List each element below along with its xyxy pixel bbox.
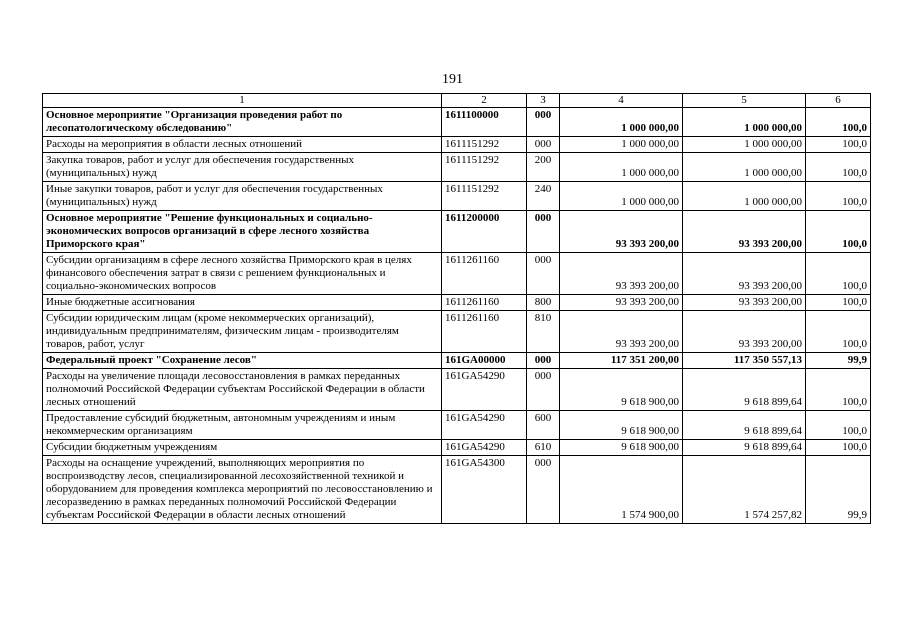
row-code: 161GA54300: [442, 456, 527, 524]
row-expense-type: 610: [527, 440, 560, 456]
row-name: Закупка товаров, работ и услуг для обеспечения государственных (муниципальных) нужд: [43, 153, 442, 182]
table-row: [43, 369, 871, 411]
row-name: Иные закупки товаров, работ и услуг для обеспечения государственных (муниципальных) нужд: [43, 182, 442, 211]
column-header: 6: [806, 94, 871, 108]
row-expense-type: 800: [527, 295, 560, 311]
row-percent: 100,0: [806, 211, 871, 253]
column-header-row: [43, 94, 871, 108]
row-expense-type: 000: [527, 108, 560, 137]
table-row: [43, 108, 871, 137]
row-actual-amount: 1 000 000,00: [683, 137, 806, 153]
table-row: [43, 456, 871, 524]
row-planned-amount: 1 000 000,00: [560, 108, 683, 137]
row-actual-amount: 93 393 200,00: [683, 211, 806, 253]
row-percent: 100,0: [806, 369, 871, 411]
table-row: [43, 311, 871, 353]
column-header: 4: [560, 94, 683, 108]
row-code: 1611151292: [442, 137, 527, 153]
row-actual-amount: 9 618 899,64: [683, 369, 806, 411]
row-name: Субсидии организациям в сфере лесного хозяйства Приморского края в целях финансового обеспечения затрат в связи с решением функциональных и социально-экономических вопросов: [43, 253, 442, 295]
row-actual-amount: 1 000 000,00: [683, 108, 806, 137]
row-code: 161GA54290: [442, 411, 527, 440]
row-name: Субсидии бюджетным учреждениям: [43, 440, 442, 456]
row-actual-amount: 117 350 557,13: [683, 353, 806, 369]
row-planned-amount: 1 574 900,00: [560, 456, 683, 524]
row-expense-type: 000: [527, 369, 560, 411]
row-actual-amount: 93 393 200,00: [683, 311, 806, 353]
row-code: 161GA00000: [442, 353, 527, 369]
row-planned-amount: 9 618 900,00: [560, 369, 683, 411]
row-code: 1611100000: [442, 108, 527, 137]
row-planned-amount: 117 351 200,00: [560, 353, 683, 369]
row-code: 1611261160: [442, 295, 527, 311]
row-expense-type: 000: [527, 211, 560, 253]
row-planned-amount: 1 000 000,00: [560, 137, 683, 153]
budget-table: [42, 93, 871, 524]
row-percent: 99,9: [806, 353, 871, 369]
table-row: [43, 353, 871, 369]
row-percent: 100,0: [806, 311, 871, 353]
row-actual-amount: 1 574 257,82: [683, 456, 806, 524]
row-name: Основное мероприятие "Решение функциональных и социально-экономических вопросов организаций в сфере лесного хозяйства Приморского края": [43, 211, 442, 253]
column-header: 1: [43, 94, 442, 108]
row-planned-amount: 9 618 900,00: [560, 411, 683, 440]
row-actual-amount: 9 618 899,64: [683, 411, 806, 440]
row-planned-amount: 93 393 200,00: [560, 295, 683, 311]
row-percent: 100,0: [806, 253, 871, 295]
row-planned-amount: 1 000 000,00: [560, 153, 683, 182]
column-header: 3: [527, 94, 560, 108]
page-number: 191: [442, 72, 463, 87]
row-code: 1611200000: [442, 211, 527, 253]
row-planned-amount: 93 393 200,00: [560, 253, 683, 295]
row-actual-amount: 9 618 899,64: [683, 440, 806, 456]
row-expense-type: 810: [527, 311, 560, 353]
row-percent: 99,9: [806, 456, 871, 524]
row-planned-amount: 93 393 200,00: [560, 211, 683, 253]
row-expense-type: 000: [527, 353, 560, 369]
row-expense-type: 600: [527, 411, 560, 440]
row-percent: 100,0: [806, 182, 871, 211]
row-name: Основное мероприятие "Организация проведения работ по лесопатологическому обследованию": [43, 108, 442, 137]
row-name: Федеральный проект "Сохранение лесов": [43, 353, 442, 369]
row-actual-amount: 1 000 000,00: [683, 182, 806, 211]
row-expense-type: 200: [527, 153, 560, 182]
row-planned-amount: 1 000 000,00: [560, 182, 683, 211]
row-code: 161GA54290: [442, 440, 527, 456]
row-percent: 100,0: [806, 411, 871, 440]
row-actual-amount: 93 393 200,00: [683, 295, 806, 311]
table-row: [43, 295, 871, 311]
table-row: [43, 253, 871, 295]
row-percent: 100,0: [806, 440, 871, 456]
row-percent: 100,0: [806, 137, 871, 153]
row-code: 1611151292: [442, 182, 527, 211]
row-planned-amount: 9 618 900,00: [560, 440, 683, 456]
row-code: 1611151292: [442, 153, 527, 182]
table-row: [43, 411, 871, 440]
column-header: 2: [442, 94, 527, 108]
row-expense-type: 000: [527, 456, 560, 524]
row-name: Расходы на оснащение учреждений, выполняющих мероприятия по воспроизводству лесов, специализированной лесохозяйственной техникой и оборудованием для проведения комплекса мероприятий по лесовосстановлению и лесоразведению в рамках переданных полномочий Российской Федерации субъектам Российской Федерации в области лесных отношений: [43, 456, 442, 524]
row-name: Иные бюджетные ассигнования: [43, 295, 442, 311]
row-name: Расходы на увеличение площади лесовосстановления в рамках переданных полномочий Российской Федерации субъектам Российской Федерации в области лесных отношений: [43, 369, 442, 411]
row-actual-amount: 1 000 000,00: [683, 153, 806, 182]
row-expense-type: 240: [527, 182, 560, 211]
row-name: Предоставление субсидий бюджетным, автономным учреждениям и иным некоммерческим организациям: [43, 411, 442, 440]
row-percent: 100,0: [806, 295, 871, 311]
table-row: [43, 440, 871, 456]
row-actual-amount: 93 393 200,00: [683, 253, 806, 295]
row-percent: 100,0: [806, 108, 871, 137]
row-planned-amount: 93 393 200,00: [560, 311, 683, 353]
table-row: [43, 153, 871, 182]
row-code: 1611261160: [442, 253, 527, 295]
row-code: 161GA54290: [442, 369, 527, 411]
column-header: 5: [683, 94, 806, 108]
table-row: [43, 137, 871, 153]
table-row: [43, 211, 871, 253]
table-row: [43, 182, 871, 211]
row-name: Субсидии юридическим лицам (кроме некоммерческих организаций), индивидуальным предпринимателям, физическим лицам - производителям товаров, работ, услуг: [43, 311, 442, 353]
row-expense-type: 000: [527, 137, 560, 153]
row-code: 1611261160: [442, 311, 527, 353]
row-expense-type: 000: [527, 253, 560, 295]
row-percent: 100,0: [806, 153, 871, 182]
row-name: Расходы на мероприятия в области лесных отношений: [43, 137, 442, 153]
